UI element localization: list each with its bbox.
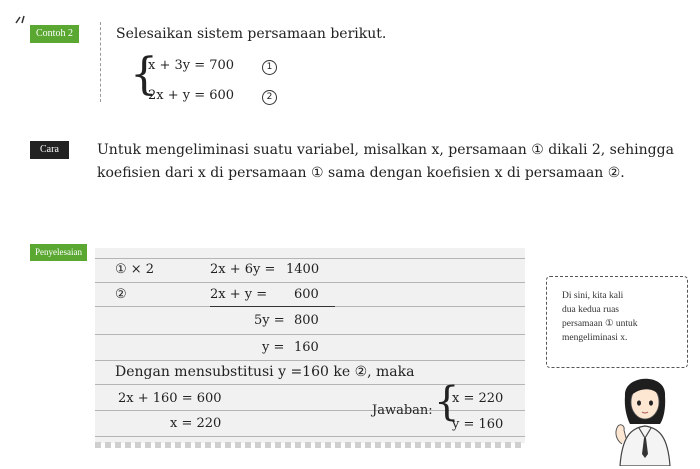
row1-rhs: 1400 [286, 262, 320, 277]
equation-2: 2x + y = 600 [148, 88, 235, 103]
row-divider [95, 436, 525, 437]
example-instruction: Selesaikan sistem persamaan berikut. [116, 26, 387, 42]
row4-lhs: y = [262, 340, 285, 355]
row-divider [95, 334, 525, 335]
subtraction-line [210, 306, 335, 307]
method-text-line2: koefisien dari x di persamaan ① sama dengan koefisien x di persamaan ②. [97, 165, 625, 181]
row1-lhs: 2x + 6y = [210, 262, 276, 277]
row-divider [95, 410, 525, 411]
row4-rhs: 160 [294, 340, 319, 355]
row2-label: ② [115, 287, 127, 302]
row-divider [95, 258, 525, 259]
row-divider [95, 282, 525, 283]
row-divider [95, 384, 525, 385]
example-divider [100, 22, 101, 102]
answer-label: Jawaban: [372, 403, 433, 418]
panel-bottom-edge [95, 442, 525, 448]
hint-line3: persamaan ① untuk [562, 319, 638, 329]
student-illustration [608, 366, 682, 466]
sub-step-1: 2x + 160 = 600 [118, 391, 222, 406]
equation-2-marker: 2 [262, 90, 277, 105]
row-divider [95, 360, 525, 361]
substitution-text: Dengan mensubstitusi y =160 ke ②, maka [115, 364, 415, 380]
equation-1: x + 3y = 700 [148, 58, 235, 73]
solution-tag: Penyelesaian [30, 244, 87, 261]
hint-line2: dua kedua ruas [562, 305, 619, 315]
spark-icon [14, 15, 30, 25]
row2-lhs: 2x + y = [210, 287, 268, 302]
answer-x: x = 220 [452, 391, 504, 406]
row3-rhs: 800 [294, 313, 319, 328]
method-tag: Cara [30, 141, 69, 159]
hint-line4: mengeliminasi x. [562, 333, 628, 343]
system-brace: { [130, 49, 158, 100]
hint-line1: Di sini, kita kali [562, 291, 624, 301]
row2-rhs: 600 [294, 287, 319, 302]
row3-lhs: 5y = [254, 313, 285, 328]
method-text-line1: Untuk mengeliminasi suatu variabel, misalkan x, persamaan ① dikali 2, sehingga [97, 142, 674, 158]
answer-brace: { [434, 379, 460, 425]
sub-step-2: x = 220 [170, 416, 222, 431]
example-tag: Contoh 2 [30, 25, 79, 43]
corner-mark [14, 10, 30, 20]
answer-y: y = 160 [452, 417, 504, 432]
equation-1-marker: 1 [262, 60, 277, 75]
row1-label: ① × 2 [115, 262, 155, 277]
